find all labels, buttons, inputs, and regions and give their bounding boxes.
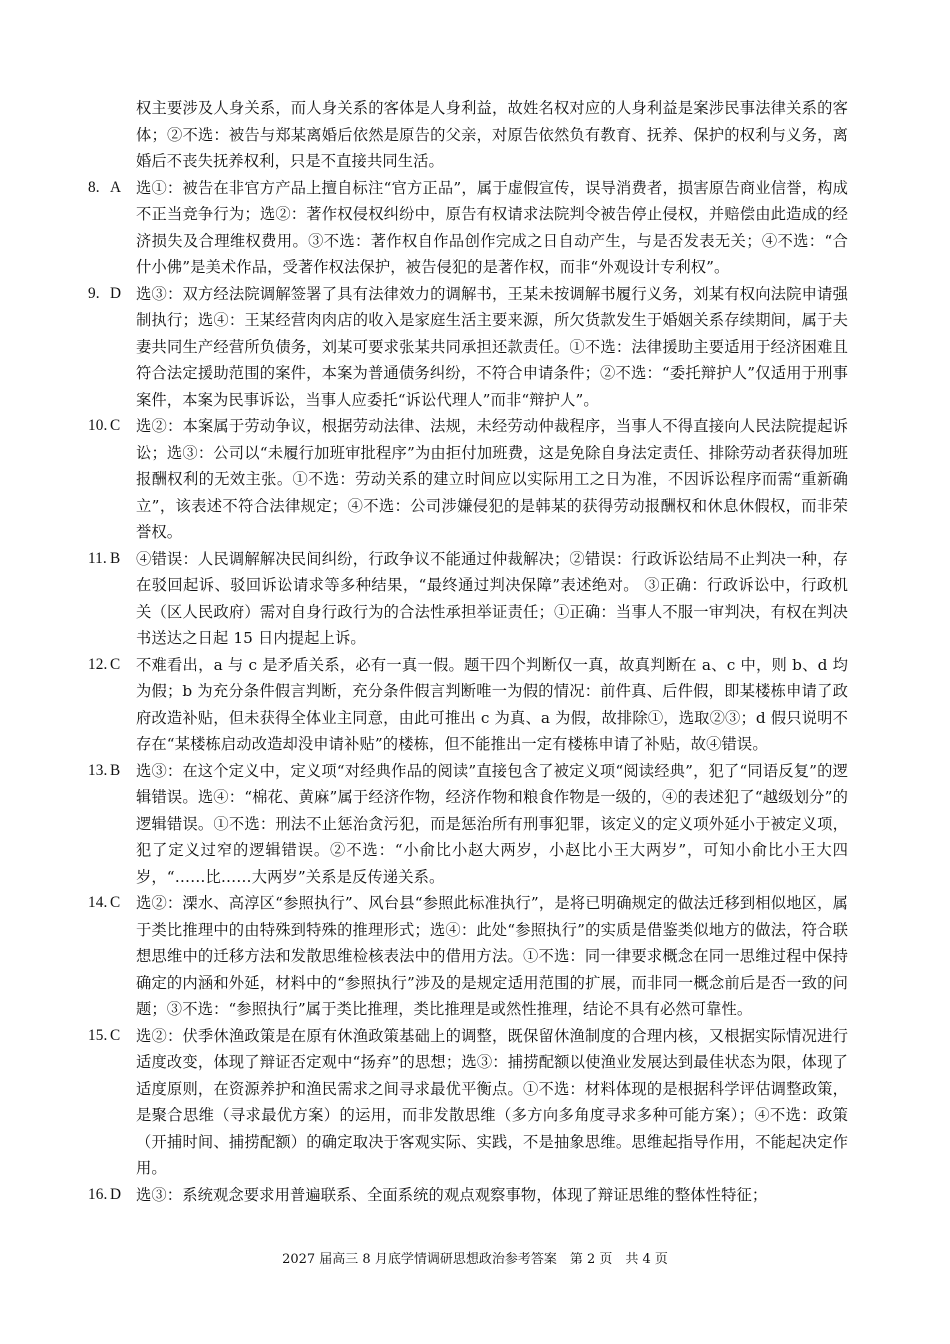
item-number: 11.: [88, 549, 107, 567]
item-label: [88, 281, 134, 308]
item-explanation: 选③：系统观念要求用普遍联系、全面系统的观点观察事物，体现了辩证思维的整体性特征；: [136, 1185, 768, 1204]
item-label: [88, 413, 134, 440]
item-answer: D: [110, 284, 122, 302]
item-answer: C: [110, 1026, 121, 1044]
answer-item-16: [88, 1182, 848, 1209]
item-number: 14.: [88, 894, 108, 911]
answer-item-14: [88, 890, 848, 1023]
item-explanation: 不难看出，a 与 c 是矛盾关系，必有一真一假。题干四个判断仅一真，故真判断在 a、c 中，则 b、d 均为假；b 为充分条件假言判断，充分条件假言判断唯一为假的情况：前件真、后件假，即某楼栋申请了政府改造补贴，但未获得全体业主同意，由此可推出 c 为真、a 为假，故排除①，选取②③；d 假只说明不存在“某楼栋启动改造却没申请补贴”的楼栋，但不能推出一定有楼栋申请了补贴，故④错误。: [136, 655, 848, 753]
item-label: [88, 652, 134, 679]
item-number: 13.: [88, 761, 108, 779]
item-number: 8.: [88, 178, 100, 196]
item-explanation: 选③：双方经法院调解签署了具有法律效力的调解书，王某未按调解书履行义务，刘某有权向法院申请强制执行；选④：王某经营肉肉店的收入是家庭生活主要来源，所欠货款发生于婚姻关系存续期间，属于夫妻共同生产经营所负债务，刘某可要求张某共同承担还款责任。①不选：法律援助主要适用于经济困难且符合法定援助范围的案件，本案为普通债务纠纷，不符合申请条件；②不选：“委托辩护人”仅适用于刑事案件，本案为民事诉讼，当事人应委托“诉讼代理人”而非“辩护人”。: [136, 284, 848, 409]
continuation-paragraph: 权主要涉及人身关系，而人身关系的客体是人身利益，故姓名权对应的人身利益是案涉民事法律关系的客体；②不选：被告与郑某离婚后依然是原告的父亲，对原告依然负有教育、抚养、保护的权利与义务，离婚后不丧失抚养权利，只是不直接共同生活。: [136, 99, 848, 170]
item-label: [88, 758, 134, 785]
item-number: 12.: [88, 655, 108, 673]
answer-item-8: [88, 175, 848, 281]
item-number: 15.: [88, 1026, 108, 1044]
answer-content: [88, 95, 848, 1208]
answer-item-11: [88, 546, 848, 652]
item-label: [88, 175, 134, 202]
item-explanation: ④错误：人民调解解决民间纠纷，行政争议不能通过仲裁解决；②错误：行政诉讼结局不止判决一种，存在驳回起诉、驳回诉讼请求等多种结果，“最终通过判决保障”表述绝对。 ③正确：行政诉讼中，行政机关（区人民政府）需对自身行政行为的合法性承担举证责任；①正确：当事人不服一审判决，有权在判决书送达之日起 15 日内提起上诉。: [136, 549, 848, 647]
item-explanation: 选③：在这个定义中，定义项“对经典作品的阅读”直接包含了被定义项“阅读经典”，犯了“同语反复”的逻辑错误。选④：“棉花、黄麻”属于经济作物，经济作物和粮食作物是一级的，④的表述犯了“越级划分”的逻辑错误。①不选：刑法不止惩治贪污犯，而是惩治所有刑事犯罪，该定义的定义项外延小于被定义项，犯了定义过窄的逻辑错误。②不选：“小俞比小赵大两岁，小赵比小王大两岁”，可知小俞比小王大四岁，“……比……大两岁”关系是反传递关系。: [136, 761, 848, 886]
page-footer: 2027 届高三 8 月底学情调研思想政治参考答案 第 2 页 共 4 页: [282, 1252, 668, 1267]
item-number: 16.: [88, 1185, 108, 1203]
item-number: 10.: [88, 417, 108, 434]
item-label: [88, 546, 134, 573]
item-answer: A: [110, 178, 122, 196]
item-label: [88, 890, 134, 917]
answer-item-15: [88, 1023, 848, 1182]
item-explanation: 选②：溧水、高淳区“参照执行”、风台县“参照此标准执行”，是将已明确规定的做法迁移到相似地区，属于类比推理中的由特殊到特殊的推理形式；选④：此处“参照执行”的实质是借鉴类似地方的做法，符合联想思维中的迁移方法和发散思维检核表法中的借用方法。①不选：同一律要求概念在同一思维过程中保持确定的内涵和外延，材料中的“参照执行”涉及的是规定适用范围的扩展，而非同一概念前后是否一致的问题；③不选：“参照执行”属于类比推理，类比推理是或然性推理，结论不具有必然可靠性。: [136, 894, 848, 1018]
item-answer: B: [110, 549, 121, 567]
item-answer: C: [110, 894, 121, 911]
answer-item-13: [88, 758, 848, 891]
item-answer: C: [110, 655, 121, 673]
item-explanation: 选②：伏季休渔政策是在原有休渔政策基础上的调整，既保留休渔制度的合理内核，又根据实际情况进行适度改变，体现了辩证否定观中“扬弃”的思想；选③：捕捞配额以使渔业发展达到最佳状态为限，体现了适度原则，在资源养护和渔民需求之间寻求最优平衡点。①不选：材料体现的是根据科学评估调整政策，是聚合思维（寻求最优方案）的运用，而非发散思维（多方向多角度寻求多种可能方案）；④不选：政策（开捕时间、捕捞配额）的确定取决于客观实际、实践，不是抽象思维。思维起指导作用，不能起决定作用。: [136, 1026, 848, 1177]
item-explanation: 选①：被告在非官方产品上擅自标注“官方正品”，属于虚假宣传，误导消费者，损害原告商业信誉，构成不正当竞争行为；选②：著作权侵权纠纷中，原告有权请求法院判令被告停止侵权，并赔偿由此造成的经济损失及合理维权费用。③不选：著作权自作品创作完成之日自动产生，与是否发表无关；④不选：“合什小佛”是美术作品，受著作权法保护，被告侵犯的是著作权，而非“外观设计专利权”。: [136, 178, 848, 276]
item-label: [88, 1023, 134, 1050]
item-answer: D: [110, 1185, 122, 1203]
item-number: 9.: [88, 284, 100, 302]
answer-item-10: [88, 413, 848, 546]
item-answer: B: [110, 761, 121, 779]
item-explanation: 选②：本案属于劳动争议，根据劳动法律、法规，未经劳动仲裁程序，当事人不得直接向人民法院提起诉讼；选③：公司以“未履行加班审批程序”为由拒付加班费，这是免除自身法定责任、排除劳动者获得加班报酬权利的无效主张。①不选：劳动关系的建立时间应以实际用工之日为准，不因诉讼程序而需“重新确立”，该表述不符合法律规定；④不选：公司涉嫌侵犯的是韩某的获得劳动报酬权和休息休假权，而非荣誉权。: [136, 417, 848, 541]
answer-item-12: [88, 652, 848, 758]
item-label: [88, 1182, 134, 1209]
answer-item-9: [88, 281, 848, 414]
item-answer: C: [110, 417, 121, 434]
